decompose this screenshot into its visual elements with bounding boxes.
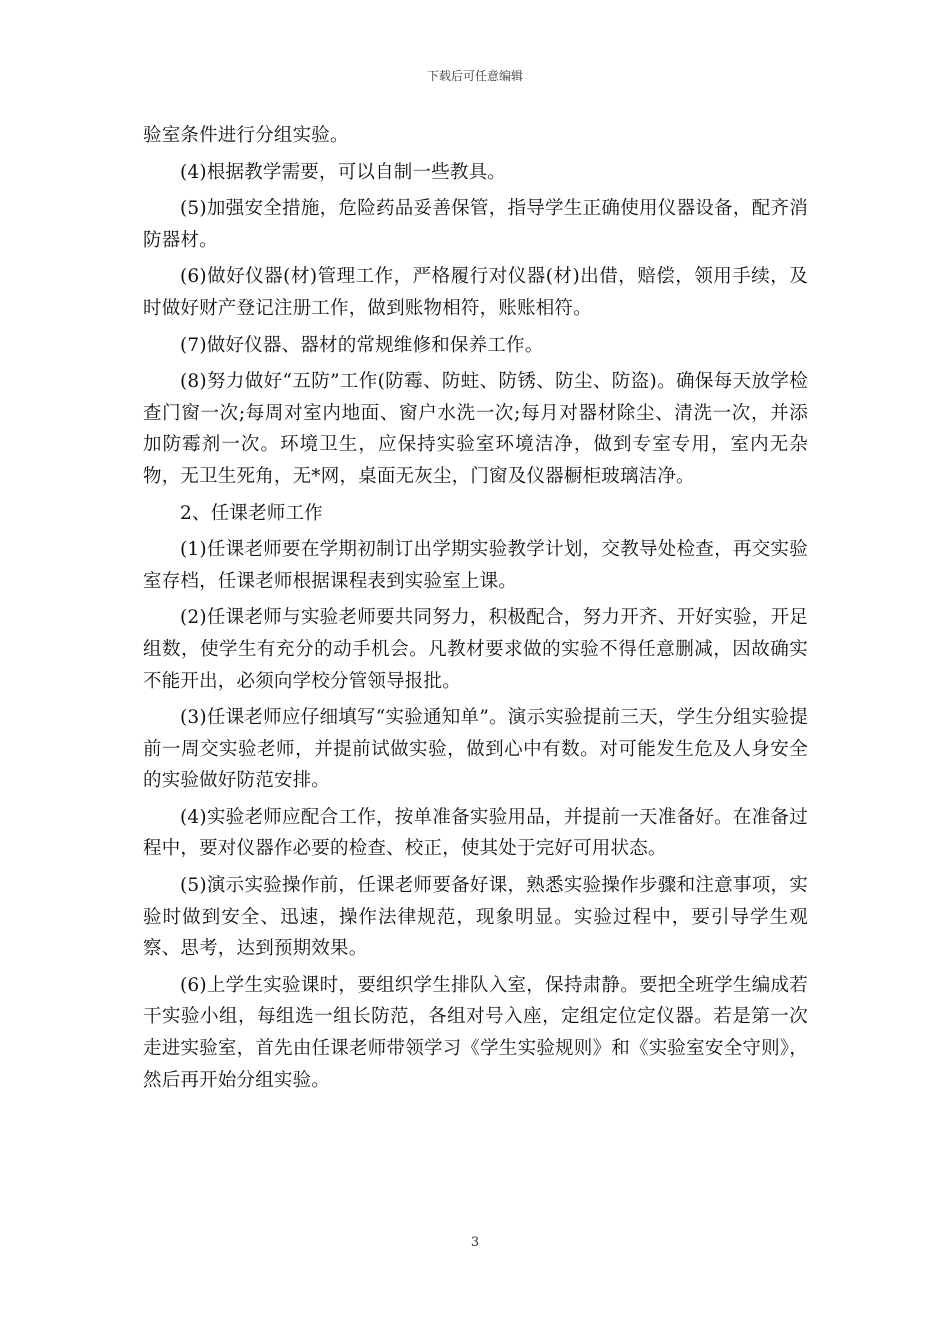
paragraph: (3)任课老师应仔细填写“实验通知单”。演示实验提前三天，学生分组实验提前一周交实验老师，并提前试做实验，做到心中有数。对可能发生危及人身安全的实验做好防范安排。 xyxy=(143,707,808,792)
document-body xyxy=(143,120,808,1101)
page-header: 下载后可任意编辑 xyxy=(426,69,523,83)
page-number: 3 xyxy=(470,1235,480,1250)
paragraph: (2)任课老师与实验老师要共同努力，积极配合，努力开齐、开好实验，开足组数，使学生有充分的动手机会。凡教材要求做的实验不得任意删减，因故确实不能开出，必须向学校分管领导报批。 xyxy=(143,607,808,692)
paragraph: (7)做好仪器、器材的常规维修和保养工作。 xyxy=(180,334,544,356)
paragraph: (4)根据教学需要，可以自制一些教具。 xyxy=(180,161,507,183)
paragraph: (6)做好仪器(材)管理工作，严格履行对仪器(材)出借，赔偿，领用手续，及时做好财产登记注册工作，做到账物相符，账账相符。 xyxy=(143,266,808,319)
paragraph: 验室条件进行分组实验。 xyxy=(143,125,349,146)
paragraph: (5)演示实验操作前，任课老师要备好课，熟悉实验操作步骤和注意事项，实验时做到安全、迅速，操作法律规范，现象明显。实验过程中，要引导学生观察、思考，达到预期效果。 xyxy=(143,875,808,960)
paragraph: (8)努力做好“五防”工作(防霉、防蛀、防锈、防尘、防盗)。确保每天放学检查门窗一次;每周对室内地面、窗户水洗一次;每月对器材除尘、清洗一次，并添加防霉剂一次。环境卫生，应保持实验室环境洁净，做到专室专用，室内无杂物，无卫生死角，无*网，桌面无灰尘，门窗及仪器橱柜玻璃洁净。 xyxy=(143,371,808,487)
paragraph: (5)加强安全措施，危险药品妥善保管，指导学生正确使用仪器设备，配齐消防器材。 xyxy=(143,198,808,251)
paragraph: (1)任课老师要在学期初制订出学期实验教学计划，交教导处检查，再交实验室存档，任课老师根据课程表到实验室上课。 xyxy=(143,539,808,592)
paragraph: (6)上学生实验课时，要组织学生排队入室，保持肃静。要把全班学生编成若干实验小组，每组选一组长防范，各组对号入座，定组定位定仪器。若是第一次走进实验室，首先由任课老师带领学习《学生实验规则》和《实验室安全守则》，然后再开始分组实验。 xyxy=(143,974,808,1091)
paragraph: (4)实验老师应配合工作，按单准备实验用品，并提前一天准备好。在准备过程中，要对仪器作必要的检查、校正，使其处于完好可用状态。 xyxy=(143,806,808,860)
section-heading: 2、任课老师工作 xyxy=(180,502,323,524)
